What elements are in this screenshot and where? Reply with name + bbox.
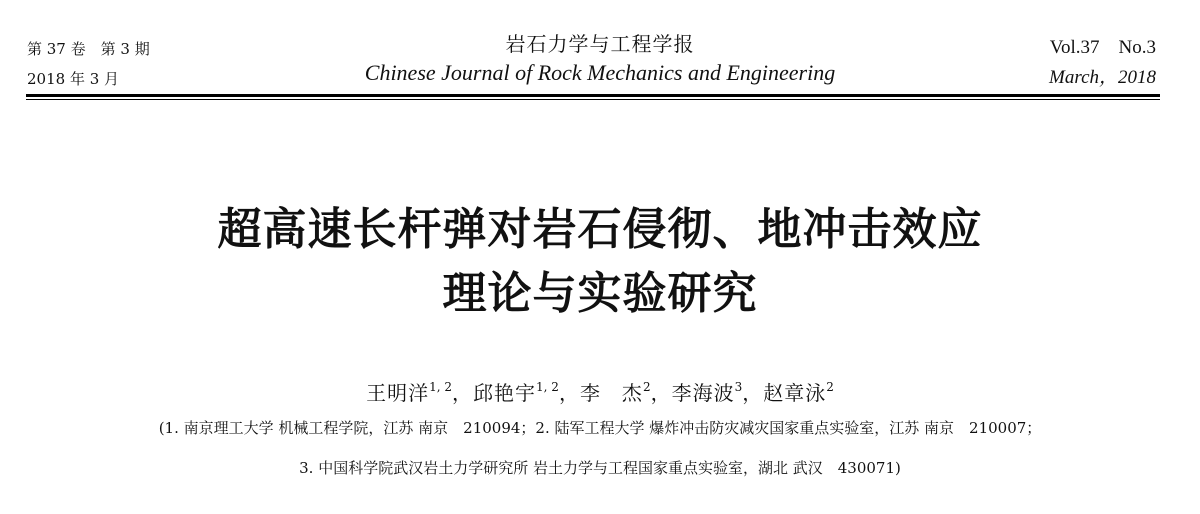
author-affiliation-mark: 1, 2: [536, 380, 559, 394]
header-center: [0, 28, 1200, 88]
author-affiliation-mark: 3: [734, 380, 743, 394]
author-list: [0, 372, 1200, 408]
author-separator: ，: [558, 381, 580, 405]
author-affiliation-mark: 2: [642, 380, 651, 394]
journal-title-en: Chinese Journal of Rock Mechanics and Engineering: [364, 60, 836, 85]
date-en: March，2018: [1049, 67, 1156, 88]
author-name: 李海波: [671, 381, 735, 405]
date-cn: 2018 年 3 月: [27, 70, 120, 88]
volume-issue-cn: 第 37 卷 第 3 期: [27, 40, 150, 58]
header-rule-thin: [26, 99, 1160, 100]
author-name: 李 杰: [579, 381, 643, 405]
paper-title-line-1: 超高速长杆弹对岩石侵彻、地冲击效应: [217, 204, 983, 255]
author-name: 邱艳宇: [473, 381, 537, 405]
author-affiliation-mark: 2: [826, 380, 834, 394]
author-affiliation-mark: 1, 2: [429, 380, 453, 394]
volume-issue-en: Vol.37 No.3: [1049, 37, 1156, 58]
affiliation-line-1: (1. 南京理工大学 机械工程学院，江苏 南京 210094；2. 陆军工程大学 爆炸冲击防灾减灾国家重点实验室，江苏 南京 210007；: [158, 419, 1042, 437]
author-name: 赵章泳: [763, 381, 827, 405]
paper-title: [0, 198, 1200, 326]
header-right: [1049, 33, 1156, 93]
paper-title-line-2: 理论与实验研究: [442, 268, 758, 319]
author-name: 王明洋: [366, 381, 430, 405]
affiliation-line-2: 3. 中国科学院武汉岩土力学研究所 岩土力学与工程国家重点实验室，湖北 武汉 430071): [299, 459, 901, 477]
header-rule-thick: [26, 94, 1160, 97]
author-separator: ，: [742, 381, 764, 405]
author-separator: ，: [452, 381, 474, 405]
journal-title-cn: 岩石力学与工程学报: [505, 32, 695, 56]
author-separator: ，: [650, 381, 672, 405]
